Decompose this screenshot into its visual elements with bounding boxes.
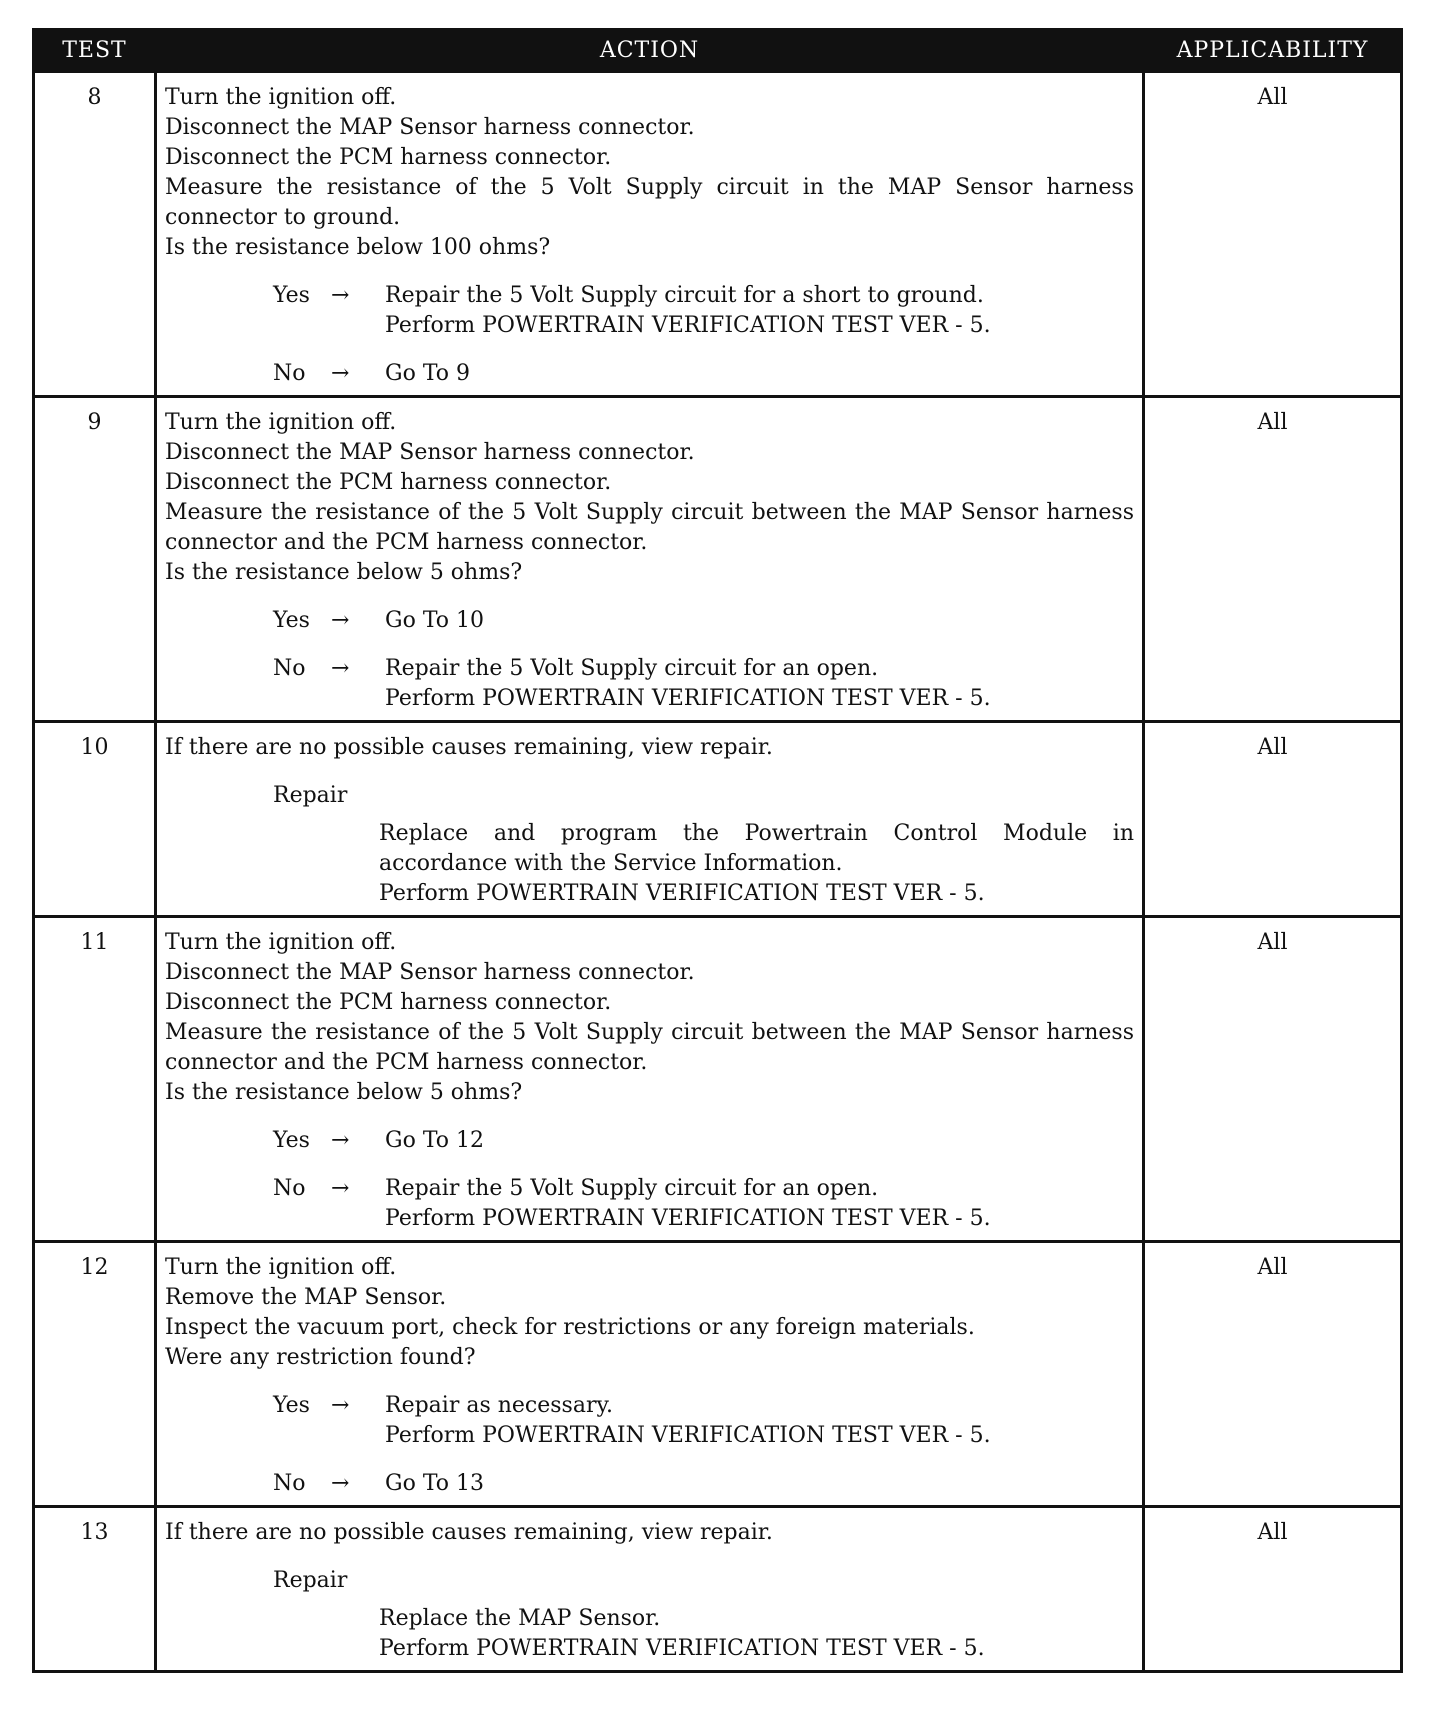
action-step: Measure the resistance of the 5 Volt Supply circuit in the MAP Sensor harness connector to ground. [165, 175, 1134, 230]
no-result-line: Perform POWERTRAIN VERIFICATION TEST VER - 5. [385, 1206, 991, 1231]
yes-result-line: Perform POWERTRAIN VERIFICATION TEST VER - 5. [385, 1423, 991, 1448]
repair-label: Repair [273, 1568, 348, 1593]
action-steps [165, 408, 1134, 588]
test-number: 13 [34, 1507, 156, 1672]
yes-label: Yes [273, 1128, 310, 1153]
no-result-line: Repair the 5 Volt Supply circuit for an open. [385, 1176, 879, 1201]
action-step: Measure the resistance of the 5 Volt Supply circuit between the MAP Sensor harness connector and the PCM harness connector. [165, 1020, 1134, 1075]
yes-branch [273, 281, 1134, 341]
test-row [34, 917, 1402, 1242]
no-label: No [273, 656, 306, 681]
test-row [34, 722, 1402, 917]
action-cell [156, 1507, 1144, 1672]
arrow-icon: → [331, 1393, 350, 1418]
header-applicability: APPLICABILITY [1144, 30, 1402, 72]
no-label: No [273, 1471, 306, 1496]
header-test: TEST [34, 30, 156, 72]
action-step: Disconnect the PCM harness connector. [165, 145, 612, 170]
action-step: If there are no possible causes remaining, view repair. [165, 1520, 773, 1545]
action-step: Disconnect the PCM harness connector. [165, 470, 612, 495]
no-result-line: Go To 13 [385, 1471, 485, 1496]
yes-label: Yes [273, 1393, 310, 1418]
action-step: Were any restriction found? [165, 1345, 476, 1370]
no-result [385, 359, 1134, 389]
no-result [385, 1469, 1134, 1499]
action-steps [165, 83, 1134, 263]
test-number: 9 [34, 397, 156, 722]
action-cell [156, 917, 1144, 1242]
no-branch [273, 359, 1134, 389]
action-steps [165, 1253, 1134, 1373]
repair-line: Replace and program the Powertrain Control Module in accordance with the Service Information. [379, 821, 1134, 876]
no-branch [273, 1174, 1134, 1234]
test-number: 10 [34, 722, 156, 917]
action-steps [165, 1518, 1134, 1548]
test-number: 8 [34, 72, 156, 397]
applicability-value: All [1144, 1242, 1402, 1507]
arrow-icon: → [331, 656, 350, 681]
yes-result [385, 606, 1134, 636]
action-step: Turn the ignition off. [165, 1255, 397, 1280]
arrow-icon: → [331, 1176, 350, 1201]
applicability-value: All [1144, 397, 1402, 722]
test-number: 11 [34, 917, 156, 1242]
action-step: Is the resistance below 100 ohms? [165, 235, 551, 260]
test-row [34, 397, 1402, 722]
yes-branch [273, 1391, 1134, 1451]
yes-result-line: Go To 10 [385, 608, 485, 633]
no-result-line: Repair the 5 Volt Supply circuit for an open. [385, 656, 879, 681]
arrow-icon: → [331, 1471, 350, 1496]
header-action: ACTION [156, 30, 1144, 72]
diagnostic-test-table-page [32, 28, 1400, 1673]
repair-line: Perform POWERTRAIN VERIFICATION TEST VER - 5. [379, 1636, 985, 1661]
arrow-icon: → [331, 608, 350, 633]
applicability-value: All [1144, 917, 1402, 1242]
repair-line: Replace the MAP Sensor. [379, 1606, 661, 1631]
no-label: No [273, 361, 306, 386]
repair-instructions [379, 819, 1134, 909]
action-step: Turn the ignition off. [165, 930, 397, 955]
action-step: Is the resistance below 5 ohms? [165, 560, 523, 585]
yes-result [385, 1391, 1134, 1451]
yes-result [385, 1126, 1134, 1156]
applicability-value: All [1144, 72, 1402, 397]
repair-label: Repair [273, 783, 348, 808]
action-cell [156, 1242, 1144, 1507]
action-step: Is the resistance below 5 ohms? [165, 1080, 523, 1105]
action-step: Disconnect the PCM harness connector. [165, 990, 612, 1015]
arrow-icon: → [331, 361, 350, 386]
action-step: Inspect the vacuum port, check for restrictions or any foreign materials. [165, 1315, 975, 1340]
yes-result-line: Repair as necessary. [385, 1393, 613, 1418]
arrow-icon: → [331, 283, 350, 308]
yes-label: Yes [273, 608, 310, 633]
repair-instructions [379, 1604, 1134, 1664]
test-row [34, 1242, 1402, 1507]
action-step: Turn the ignition off. [165, 85, 397, 110]
no-result-line: Perform POWERTRAIN VERIFICATION TEST VER - 5. [385, 686, 991, 711]
yes-result-line: Perform POWERTRAIN VERIFICATION TEST VER - 5. [385, 313, 991, 338]
yes-label: Yes [273, 283, 310, 308]
test-row [34, 72, 1402, 397]
yes-result-line: Repair the 5 Volt Supply circuit for a short to ground. [385, 283, 984, 308]
action-steps [165, 733, 1134, 763]
applicability-value: All [1144, 1507, 1402, 1672]
no-result-line: Go To 9 [385, 361, 471, 386]
applicability-value: All [1144, 722, 1402, 917]
no-branch [273, 1469, 1134, 1499]
diagnostic-test-table [32, 28, 1403, 1673]
action-step: Disconnect the MAP Sensor harness connector. [165, 115, 695, 140]
yes-branch [273, 606, 1134, 636]
action-step: Measure the resistance of the 5 Volt Supply circuit between the MAP Sensor harness connector and the PCM harness connector. [165, 500, 1134, 555]
action-cell [156, 722, 1144, 917]
action-cell [156, 72, 1144, 397]
action-cell [156, 397, 1144, 722]
action-step: If there are no possible causes remaining, view repair. [165, 735, 773, 760]
header-row [34, 30, 1402, 72]
repair-line: Perform POWERTRAIN VERIFICATION TEST VER - 5. [379, 881, 985, 906]
action-step: Remove the MAP Sensor. [165, 1285, 447, 1310]
yes-branch [273, 1126, 1134, 1156]
no-label: No [273, 1176, 306, 1201]
test-row [34, 1507, 1402, 1672]
action-step: Turn the ignition off. [165, 410, 397, 435]
yes-result [385, 281, 1134, 341]
no-result [385, 654, 1134, 714]
action-step: Disconnect the MAP Sensor harness connector. [165, 960, 695, 985]
no-result [385, 1174, 1134, 1234]
no-branch [273, 654, 1134, 714]
action-step: Disconnect the MAP Sensor harness connector. [165, 440, 695, 465]
test-number: 12 [34, 1242, 156, 1507]
action-steps [165, 928, 1134, 1108]
arrow-icon: → [331, 1128, 350, 1153]
yes-result-line: Go To 12 [385, 1128, 485, 1153]
